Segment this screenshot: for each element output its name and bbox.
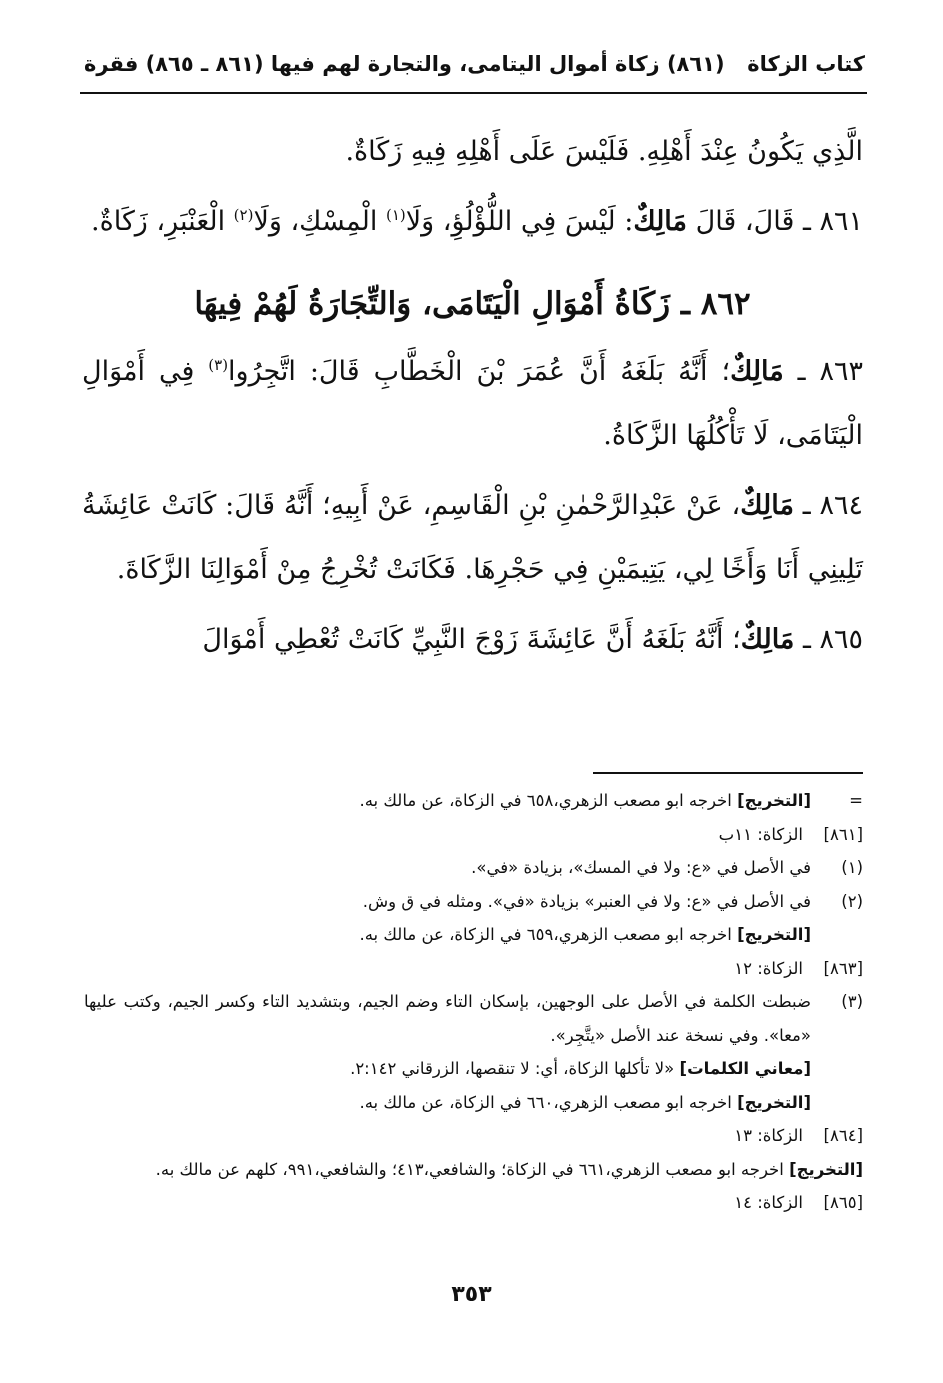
- footnote-line: [84, 1119, 863, 1153]
- footnote-ref[interactable]: (٢): [233, 206, 254, 224]
- footnote-marker: (٣): [841, 992, 863, 1011]
- footnote-tag: [معاني الكلمات]: [679, 1059, 811, 1078]
- footnote-line: [84, 1086, 863, 1120]
- running-header: [84, 44, 865, 84]
- narrator-name: مَالِكٌ: [740, 490, 794, 521]
- narrator-name: مَالِكٌ: [730, 356, 784, 387]
- footnote-line: [84, 918, 863, 952]
- main-text: [82, 120, 863, 678]
- footnote-text: اخرجه ابو مصعب الزهري،٦٦١ في الزكاة؛ والشافعي،٤١٣؛ والشافعي،٩٩١، كلهم عن مالك به.: [155, 1159, 790, 1179]
- footnote-line: [84, 985, 863, 1052]
- footnote-line: [84, 818, 863, 852]
- footnote-marker: =: [849, 791, 863, 810]
- paragraph-text: ؛ أَنَّهُ بَلَغَهُ أَنَّ عُمَرَ بْنَ الْخَطَّابِ قَالَ: اتَّجِرُوا: [228, 356, 731, 387]
- paragraph-text: الْعَنْبَرِ، زَكَاةٌ.: [90, 206, 234, 237]
- footnotes: [84, 784, 863, 1220]
- header-section-title: (٨٦١) زكاة أموال اليتامى، والتجارة لهم فيها (٨٦١ ـ ٨٦٥) فقرة: [84, 52, 725, 76]
- footnote-ref[interactable]: (١): [385, 206, 406, 224]
- footnote-reference: [٨٦٤]: [823, 1126, 863, 1145]
- paragraph-text: الْمِسْكِ، وَلَا: [253, 206, 386, 237]
- footnote-text: اخرجه ابو مصعب الزهري،٦٦٠ في الزكاة، عن مالك به.: [359, 1092, 738, 1112]
- paragraph-number: ٨٦٤ ـ: [802, 490, 863, 521]
- paragraph-number: ٨٦١ ـ: [802, 206, 863, 237]
- header-book-title: كتاب الزكاة: [747, 52, 865, 76]
- footnote-text: الزكاة: ١١ب: [718, 824, 803, 844]
- paragraph-864: [82, 474, 863, 602]
- footnote-line: [84, 851, 863, 885]
- footnote-text: الزكاة: ١٣: [734, 1126, 803, 1145]
- footnote-tag: [التخريج]: [737, 791, 811, 810]
- header-divider: [80, 92, 867, 94]
- paragraph-861: [82, 190, 863, 254]
- footnote-text: اخرجه ابو مصعب الزهري،٦٥٩ في الزكاة، عن مالك به.: [359, 925, 738, 944]
- footnote-line: [84, 1186, 863, 1220]
- footnote-tag: [التخريج]: [737, 1092, 811, 1112]
- footnote-reference: [٨٦١]: [823, 824, 863, 844]
- footnote-marker: (٢): [841, 891, 863, 911]
- footnote-text: ضبطت الكلمة في الأصل على الوجهين، بإسكان التاء وضم الجيم، وبتشديد التاء وكسر الجيم، وكتب عليها «معا». وفي نسخة عند الأصل «يتَّجِر».: [84, 992, 811, 1045]
- footnote-tag: [التخريج]: [737, 925, 811, 944]
- paragraph-865: [82, 608, 863, 672]
- footnote-text: «لا تأكلها الزكاة، أي: لا تنقصها، الزرقاني ٢:١٤٢.: [350, 1059, 680, 1078]
- footnote-reference: [٨٦٥]: [823, 1193, 863, 1212]
- page-number: ٣٥٣: [451, 1282, 492, 1307]
- footnote-line: [84, 885, 863, 919]
- footnote-line: [84, 1052, 863, 1086]
- footnote-tag: [التخريج]: [789, 1159, 863, 1179]
- footnote-line: [84, 784, 863, 818]
- paragraph-text: ؛ أَنَّهُ بَلَغَهُ أَنَّ عَائِشَةَ زَوْجَ النَّبِيِّ كَانَتْ تُعْطِي أَمْوَالَ: [202, 624, 741, 655]
- paragraph-number: ٨٦٣ ـ: [797, 356, 863, 387]
- paragraph-continuation: الَّذِي يَكُونُ عِنْدَ أَهْلِهِ. فَلَيْسَ عَلَى أَهْلِهِ فِيهِ زَكَاةٌ.: [345, 136, 863, 167]
- footnote-reference: [٨٦٣]: [823, 958, 863, 978]
- footnote-line: [84, 1153, 863, 1187]
- footnote-ref[interactable]: (٣): [208, 356, 229, 374]
- paragraph-number: ٨٦٥ ـ: [802, 624, 863, 655]
- paragraph-text: فِي أَمْوَالِ الْيَتَامَى، لَا تَأْكُلُهَا الزَّكَاةُ.: [82, 356, 863, 451]
- footnote-marker: (١): [841, 858, 863, 877]
- narrator-name: مَالِكٌ: [740, 624, 795, 655]
- paragraph-863: [82, 340, 863, 468]
- paragraph-text: قَالَ، قَالَ: [695, 206, 795, 237]
- narrator-name: مَالِكٌ: [633, 206, 687, 237]
- paragraph-text: ، عَنْ عَبْدِالرَّحْمٰنِ بْنِ الْقَاسِمِ، عَنْ أَبِيهِ؛ أَنَّهُ قَالَ: كَانَتْ عَائِشَةُ تَلِينِي أَنَا وَأَخًا لِي، يَتِيمَيْنِ فِي حَجْرِهَا. فَكَانَتْ تُخْرِجُ مِنْ أَمْوَالِنَا الزَّكَاةَ.: [82, 490, 863, 585]
- footnote-text: اخرجه ابو مصعب الزهري،٦٥٨ في الزكاة، عن مالك به.: [359, 791, 738, 810]
- footnote-text: في الأصل في «ع: ولا في المسك»، بزيادة «في».: [471, 858, 811, 877]
- footnote-text: الزكاة: ١٢: [734, 958, 803, 978]
- footnote-line: [84, 952, 863, 986]
- chapter-heading: ٨٦٢ ـ زَكَاةُ أَمْوَالِ الْيَتَامَى، وَالتِّجَارَةُ لَهُمْ فِيهَا: [194, 286, 751, 322]
- paragraph-text: : لَيْسَ فِي اللُّؤْلُؤِ، وَلَا: [405, 206, 634, 237]
- footnote-text: الزكاة: ١٤: [734, 1193, 803, 1212]
- footnote-text: في الأصل في «ع: ولا في العنبر» بزيادة «في». ومثله في ق وش.: [362, 891, 811, 911]
- footnote-divider: [593, 772, 863, 774]
